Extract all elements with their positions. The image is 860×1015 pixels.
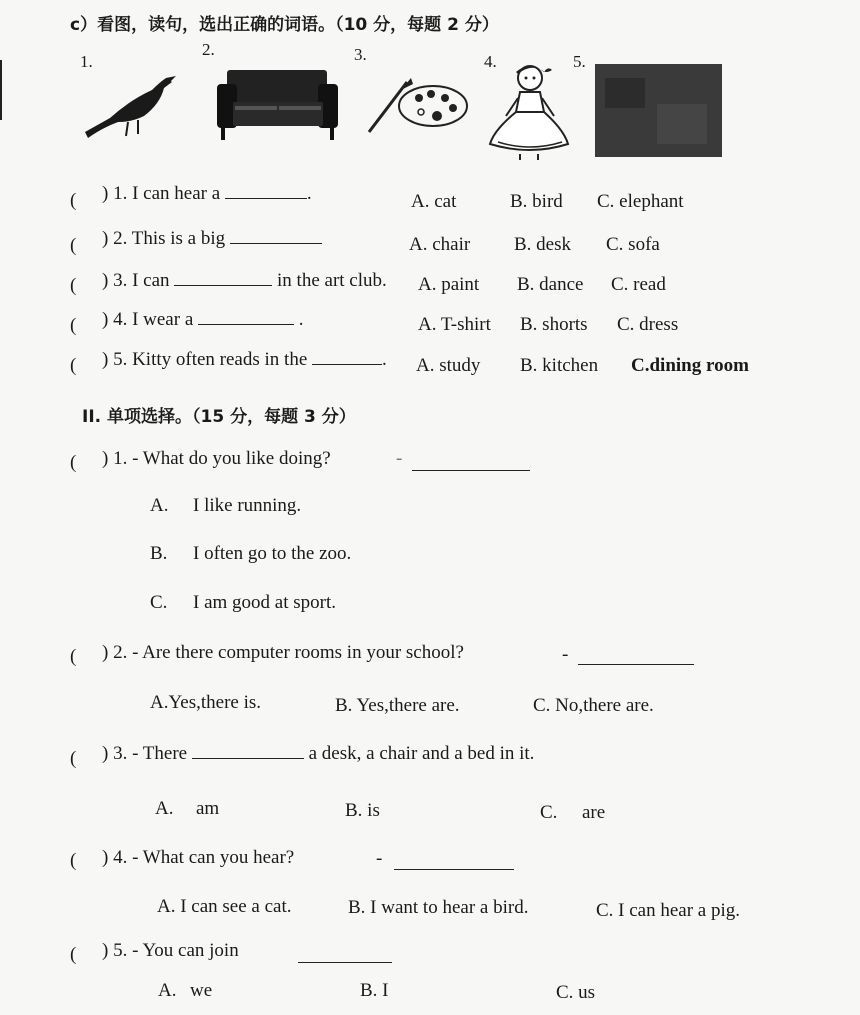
answer-blank[interactable] bbox=[394, 869, 514, 870]
s2-q2-option-c: C. No,there are. bbox=[533, 695, 654, 716]
sc-q4-stem-end: . bbox=[298, 309, 304, 330]
sc-q1-stem-end: . bbox=[306, 183, 312, 204]
s2-q1-stem: ) 1. - What do you like doing? bbox=[102, 448, 331, 469]
s2-q5-paren: ( bbox=[70, 944, 77, 965]
pic-number-3: 3. bbox=[354, 45, 367, 64]
s2-q5-stem: ) 5. - You can join bbox=[102, 940, 239, 961]
sc-q1-paren: ( bbox=[70, 190, 77, 211]
sc-q4-paren: ( bbox=[70, 315, 77, 336]
s2-q1-option-a-letter: A. bbox=[150, 495, 169, 516]
s2-q3-stem-end: a desk, a chair and a bed in it. bbox=[308, 743, 535, 764]
s2-q3-option-a-letter: A. bbox=[155, 798, 174, 819]
sc-q1-option-b: B. bird bbox=[510, 191, 563, 212]
s2-q3-option-a: am bbox=[196, 798, 220, 819]
sc-q5-option-c: C.dining room bbox=[631, 355, 749, 376]
sc-q5-stem-end: . bbox=[382, 349, 387, 370]
pic-number-4: 4. bbox=[484, 52, 497, 71]
sc-q3-option-c: C. read bbox=[611, 274, 666, 295]
sc-q2-stem-text: ) 2. This is a big bbox=[102, 228, 226, 249]
s2-q4-stem: ) 4. - What can you hear? bbox=[102, 847, 295, 868]
s2-q1-option-a: I like running. bbox=[193, 495, 302, 516]
s2-q5-option-a-letter: A. bbox=[158, 980, 177, 1001]
sc-q3-option-a: A. paint bbox=[418, 274, 480, 295]
answer-blank[interactable] bbox=[198, 310, 294, 325]
s2-q3-option-c-letter: C. bbox=[540, 802, 558, 823]
sc-q5-stem-text: ) 5. Kitty often reads in the bbox=[102, 349, 308, 370]
pic-number-1: 1. bbox=[80, 52, 93, 71]
s2-q4-dash: - bbox=[376, 848, 383, 869]
pic-number-2: 2. bbox=[202, 40, 215, 59]
sc-q1-option-c: C. elephant bbox=[597, 191, 684, 212]
sc-q2-paren: ( bbox=[70, 235, 77, 256]
sofa-icon bbox=[215, 66, 340, 142]
sc-q3-stem-text: ) 3. I can bbox=[102, 270, 170, 291]
sc-q2-option-a: A. chair bbox=[409, 234, 471, 255]
s2-q3-option-b: B. is bbox=[345, 800, 380, 821]
section-2-header: II. 单项选择。（15 分，每题 3 分） bbox=[82, 407, 356, 427]
sc-q3-stem bbox=[102, 270, 387, 292]
s2-q3-option-c: are bbox=[582, 802, 606, 823]
sc-q4-option-c: C. dress bbox=[617, 314, 679, 335]
bird-icon bbox=[80, 70, 190, 140]
sc-q3-paren: ( bbox=[70, 275, 77, 296]
paint-palette-icon bbox=[365, 76, 475, 136]
sc-q5-paren: ( bbox=[70, 355, 77, 376]
s2-q1-dash: - bbox=[396, 448, 403, 469]
sc-q4-stem-text: ) 4. I wear a bbox=[102, 309, 194, 330]
sc-q4-option-b: B. shorts bbox=[520, 314, 588, 335]
s2-q4-option-a: A. I can see a cat. bbox=[157, 896, 292, 917]
sc-q5-option-a: A. study bbox=[416, 355, 481, 376]
s2-q5-option-c: C. us bbox=[556, 982, 596, 1003]
s2-q2-option-a: A.Yes,there is. bbox=[150, 692, 262, 713]
girl-in-dress-icon bbox=[484, 60, 574, 162]
s2-q2-stem: ) 2. - Are there computer rooms in your school? bbox=[102, 642, 464, 663]
sc-q1-option-a: A. cat bbox=[411, 191, 457, 212]
answer-blank[interactable] bbox=[412, 470, 530, 471]
s2-q2-dash: - bbox=[562, 644, 569, 665]
sc-q1-stem-text: ) 1. I can hear a bbox=[102, 183, 221, 204]
sc-q2-stem bbox=[102, 228, 322, 250]
s2-q4-option-c: C. I can hear a pig. bbox=[596, 900, 741, 921]
s2-q4-paren: ( bbox=[70, 850, 77, 871]
sc-q1-stem bbox=[102, 183, 312, 205]
page-edge-mark bbox=[0, 60, 2, 120]
s2-q1-option-b: I often go to the zoo. bbox=[193, 543, 352, 564]
sc-q4-option-a: A. T-shirt bbox=[418, 314, 491, 335]
sc-q2-option-b: B. desk bbox=[514, 234, 571, 255]
s2-q2-paren: ( bbox=[70, 646, 77, 667]
answer-blank[interactable] bbox=[230, 229, 322, 244]
section-c-header: c）看图，读句，选出正确的词语。（10 分，每题 2 分） bbox=[70, 15, 499, 35]
sc-q2-option-c: C. sofa bbox=[606, 234, 660, 255]
s2-q3-stem bbox=[102, 743, 534, 765]
sc-q3-stem-end: in the art club. bbox=[277, 270, 387, 291]
s2-q1-option-c: I am good at sport. bbox=[193, 592, 337, 613]
answer-blank[interactable] bbox=[225, 184, 307, 199]
answer-blank[interactable] bbox=[174, 271, 272, 286]
s2-q4-option-b: B. I want to hear a bird. bbox=[348, 897, 529, 918]
dark-room-photo bbox=[595, 64, 722, 157]
answer-blank[interactable] bbox=[312, 350, 382, 365]
answer-blank[interactable] bbox=[578, 664, 694, 665]
answer-blank[interactable] bbox=[192, 744, 304, 759]
sc-q5-option-b: B. kitchen bbox=[520, 355, 599, 376]
s2-q2-option-b: B. Yes,there are. bbox=[335, 695, 460, 716]
sc-q3-option-b: B. dance bbox=[517, 274, 584, 295]
pic-number-5: 5. bbox=[573, 52, 586, 71]
s2-q5-option-a: we bbox=[190, 980, 213, 1001]
answer-blank[interactable] bbox=[298, 962, 392, 963]
s2-q1-option-c-letter: C. bbox=[150, 592, 168, 613]
s2-q5-option-b: B. I bbox=[360, 980, 389, 1001]
s2-q3-stem-text: ) 3. - There bbox=[102, 743, 188, 764]
sc-q5-stem bbox=[102, 349, 387, 371]
s2-q3-paren: ( bbox=[70, 748, 77, 769]
s2-q1-paren: ( bbox=[70, 452, 77, 473]
s2-q1-option-b-letter: B. bbox=[150, 543, 168, 564]
sc-q4-stem bbox=[102, 309, 304, 331]
